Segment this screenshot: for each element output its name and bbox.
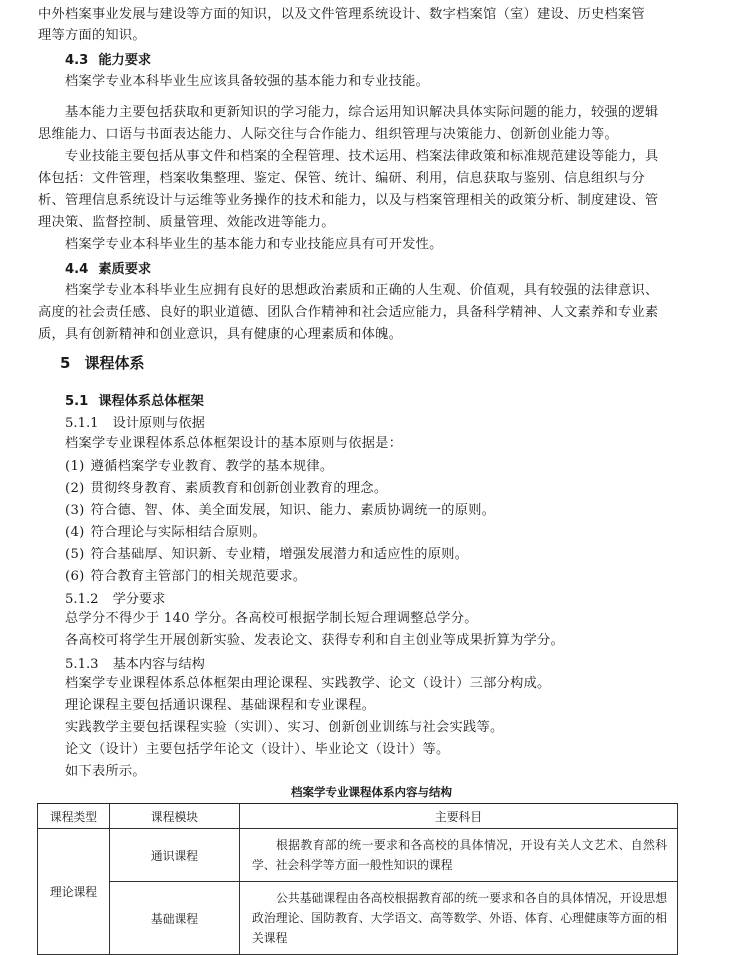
course-module-cell: 通识课程	[110, 829, 240, 882]
subsection-number: 5.1.3	[65, 657, 99, 672]
list-number: (3)	[65, 503, 85, 518]
subsection-number: 5.1.2	[65, 592, 99, 607]
course-structure-table	[37, 803, 678, 955]
paragraph-line: 理论课程主要包括通识课程、基础课程和专业课程。	[65, 698, 376, 713]
column-header: 课程模块	[110, 804, 240, 829]
paragraph-line: 档案学专业课程体系总体框架设计的基本原则与依据是：	[65, 436, 403, 451]
table-caption: 档案学专业课程体系内容与结构	[291, 785, 452, 799]
section-title: 能力要求	[98, 53, 152, 68]
list-item	[65, 521, 266, 540]
section-heading-5-1	[65, 390, 204, 409]
list-text: 符合基础厚、知识新、专业精，增强发展潜力和适应性的原则。	[90, 547, 469, 562]
subjects-cell	[240, 882, 678, 955]
paragraph-line: 档案学专业本科毕业生应该具备较强的基本能力和专业技能。	[65, 74, 430, 89]
paragraph-line: 析、管理信息系统设计与运维等业务操作的技术和能力，以及与档案管理相关的政策分析、制度建设、管	[38, 193, 659, 208]
list-number: (6)	[65, 569, 85, 584]
table-header-row	[38, 804, 678, 829]
subsection-heading-5-1-2	[65, 588, 165, 607]
section-title: 课程体系总体框架	[98, 394, 204, 409]
list-text: 符合德、智、体、美全面发展，知识、能力、素质协调统一的原则。	[90, 503, 496, 518]
paragraph-line: 档案学专业本科毕业生的基本能力和专业技能应具有可开发性。	[65, 237, 443, 252]
subjects-text: 根据教育部的统一要求和各高校的具体情况，开设有关人文艺术、自然科学、社会科学等方面一般性知识的课程	[252, 838, 667, 872]
paragraph-line: 论文（设计）主要包括学年论文（设计）、毕业论文（设计）等。	[65, 742, 450, 757]
paragraph-line: 总学分不得少于 140 学分。各高校可根据学制长短合理调整总学分。	[65, 611, 478, 626]
subjects-text: 公共基础课程由各高校根据教育部的统一要求和各自的具体情况，开设思想政治理论、国防教育、大学语文、高等数学、外语、体育、心理健康等方面的相关课程	[252, 891, 667, 945]
list-text: 符合理论与实际相结合原则。	[90, 525, 266, 540]
section-number: 4.4	[65, 262, 89, 277]
list-text: 符合教育主管部门的相关规范要求。	[90, 569, 307, 584]
paragraph-line: 档案学专业课程体系总体框架由理论课程、实践教学、论文（设计）三部分构成。	[65, 676, 551, 691]
list-item	[65, 477, 387, 496]
list-text: 遵循档案学专业教育、教学的基本规律。	[90, 459, 334, 474]
paragraph-line: 高度的社会责任感、良好的职业道德、团队合作精神和社会适应能力，具备科学精神、人文素养和专业素	[38, 305, 659, 320]
list-item	[65, 543, 468, 562]
paragraph-line: 思维能力、口语与书面表达能力、人际交往与合作能力、组织管理与决策能力、创新创业能力等。	[38, 127, 618, 142]
paragraph-line: 各高校可将学生开展创新实验、发表论文、获得专利和自主创业等成果折算为学分。	[65, 633, 565, 648]
list-item	[65, 565, 306, 584]
chapter-number: 5	[60, 354, 71, 372]
paragraph-line: 基本能力主要包括获取和更新知识的学习能力，综合运用知识解决具体实际问题的能力，较强的逻辑	[65, 105, 659, 120]
section-heading-4-4	[65, 258, 151, 277]
paragraph-line: 专业技能主要包括从事文件和档案的全程管理、技术运用、档案法律政策和标准规范建设等能力，具	[65, 149, 659, 164]
chapter-title: 课程体系	[84, 354, 145, 372]
table-row	[38, 829, 678, 882]
section-number: 4.3	[65, 53, 89, 68]
paragraph-line: 档案学专业本科毕业生应拥有良好的思想政治素质和正确的人生观、价值观，具有较强的法律意识、	[65, 283, 659, 298]
chapter-heading-5	[60, 352, 144, 373]
course-module-cell: 基础课程	[110, 882, 240, 955]
paragraph-line: 如下表所示。	[65, 764, 146, 779]
subsection-number: 5.1.1	[65, 416, 99, 431]
subjects-cell	[240, 829, 678, 882]
paragraph-line: 体包括：文件管理，档案收集整理、鉴定、保管、统计、编研、利用，信息获取与鉴别、信息组织与分	[38, 171, 645, 186]
column-header: 主要科目	[240, 804, 678, 829]
paragraph-line: 质，具有创新精神和创业意识，具有健康的心理素质和体魄。	[38, 327, 403, 342]
subsection-title: 设计原则与依据	[112, 416, 205, 431]
list-number: (1)	[65, 459, 85, 474]
section-title: 素质要求	[98, 262, 152, 277]
section-number: 5.1	[65, 394, 89, 409]
list-number: (2)	[65, 481, 85, 496]
intro-line-2: 理等方面的知识。	[38, 28, 146, 43]
column-header: 课程类型	[38, 804, 110, 829]
subsection-heading-5-1-3	[65, 653, 205, 672]
subsection-title: 学分要求	[112, 592, 166, 607]
paragraph-line: 实践教学主要包括课程实验（实训）、实习、创新创业训练与社会实践等。	[65, 720, 504, 735]
list-text: 贯彻终身教育、素质教育和创新创业教育的理念。	[90, 481, 388, 496]
subsection-heading-5-1-1	[65, 412, 205, 431]
section-heading-4-3	[65, 49, 151, 68]
table-row	[38, 882, 678, 955]
list-number: (5)	[65, 547, 85, 562]
list-item	[65, 455, 333, 474]
list-number: (4)	[65, 525, 85, 540]
paragraph-line: 理决策、监督控制、质量管理、效能改进等能力。	[38, 215, 335, 230]
course-type-cell: 理论课程	[38, 829, 110, 955]
intro-line-1: 中外档案事业发展与建设等方面的知识，以及文件管理系统设计、数字档案馆（室）建设、历史档案管	[38, 7, 645, 22]
list-item	[65, 499, 495, 518]
subsection-title: 基本内容与结构	[112, 657, 205, 672]
